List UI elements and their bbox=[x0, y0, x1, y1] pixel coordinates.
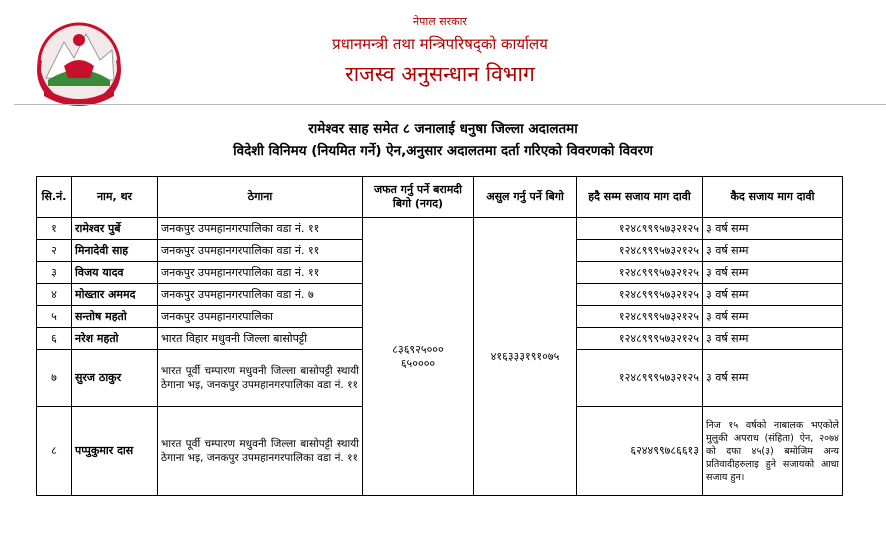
row-jail: ३ वर्ष सम्म bbox=[703, 328, 843, 350]
office-name: प्रधानमन्त्री तथा मन्त्रिपरिषद्को कार्यालय bbox=[332, 35, 548, 53]
col-header-seized: जफत गर्नु पर्ने बरामदी बिगो (नगद) bbox=[363, 177, 474, 218]
row-name: सन्तोष महतो bbox=[72, 306, 158, 328]
row-address: भारत पूर्वी चम्पारण मधुवनी जिल्ला बासोपट्टी स्थायी ठेगाना भइ, जनकपुर उपमहानगरपालिका वडा नं. ११ bbox=[158, 407, 363, 496]
row-jail: ३ वर्ष सम्म bbox=[703, 350, 843, 407]
row-jail: ३ वर्ष सम्म bbox=[703, 262, 843, 284]
col-header-sn: सि.नं. bbox=[37, 177, 72, 218]
recover-amount: ४१६३३३१९१०७५ bbox=[474, 218, 577, 496]
row-name: नरेश महतो bbox=[72, 328, 158, 350]
row-sn: ७ bbox=[37, 350, 72, 407]
row-jail: ३ वर्ष सम्म bbox=[703, 218, 843, 240]
row-name: रामेश्वर पुर्बे bbox=[72, 218, 158, 240]
row-sn: १ bbox=[37, 218, 72, 240]
department-name: राजस्व अनुसन्धान विभाग bbox=[345, 62, 535, 86]
row-fine: १२४८९९९५७३२१२५ bbox=[577, 240, 703, 262]
col-header-jail: कैद सजाय माग दावी bbox=[703, 177, 843, 218]
col-header-name: नाम, थर bbox=[72, 177, 158, 218]
row-name: विजय यादव bbox=[72, 262, 158, 284]
row-address: जनकपुर उपमहानगरपालिका वडा नं. ११ bbox=[158, 218, 363, 240]
row-fine: १२४८९९९५७३२१२५ bbox=[577, 306, 703, 328]
row-address: भारत विहार मधुवनी जिल्ला बासोपट्टी bbox=[158, 328, 363, 350]
row-address: जनकपुर उपमहानगरपालिका वडा नं. ७ bbox=[158, 284, 363, 306]
row-jail: निज १५ वर्षको नाबालक भएकोले मुलुकी अपराध (संहिता) ऐन, २०७४ को दफा ४५(३) बमोजिम अन्य प्रतिवादीहरुलाइ हुने सजायको आधा सजाय हुन। bbox=[703, 407, 843, 496]
row-address: जनकपुर उपमहानगरपालिका वडा नं. ११ bbox=[158, 262, 363, 284]
case-table bbox=[36, 176, 843, 496]
row-sn: ४ bbox=[37, 284, 72, 306]
nepal-emblem-icon bbox=[34, 20, 124, 108]
header-divider bbox=[14, 104, 886, 105]
row-jail: ३ वर्ष सम्म bbox=[703, 306, 843, 328]
row-name: मोख्तार अममद bbox=[72, 284, 158, 306]
row-fine: १२४८९९९५७३२१२५ bbox=[577, 262, 703, 284]
row-fine: १२४८९९९५७३२१२५ bbox=[577, 218, 703, 240]
row-sn: ३ bbox=[37, 262, 72, 284]
row-name: मिनादेवी साह bbox=[72, 240, 158, 262]
seized-amount-cell bbox=[363, 218, 474, 496]
row-sn: २ bbox=[37, 240, 72, 262]
row-fine: १२४८९९९५७३२१२५ bbox=[577, 350, 703, 407]
col-header-address: ठेगाना bbox=[158, 177, 363, 218]
row-sn: ८ bbox=[37, 407, 72, 496]
seized-amount-1: ८३६९२५००० bbox=[392, 342, 444, 356]
row-fine: १२४८९९९५७३२१२५ bbox=[577, 284, 703, 306]
row-fine: ६२४४९९७८६६१३ bbox=[577, 407, 703, 496]
table-row bbox=[37, 218, 843, 240]
row-address: जनकपुर उपमहानगरपालिका bbox=[158, 306, 363, 328]
row-name: सुरज ठाकुर bbox=[72, 350, 158, 407]
govt-name: नेपाल सरकार bbox=[413, 15, 467, 28]
row-address: भारत पूर्वी चम्पारण मधुवनी जिल्ला बासोपट्टी स्थायी ठेगाना भइ, जनकपुर उपमहानगरपालिका वडा नं. ११ bbox=[158, 350, 363, 407]
row-sn: ६ bbox=[37, 328, 72, 350]
col-header-fine: हदै सम्म सजाय माग दावी bbox=[577, 177, 703, 218]
row-jail: ३ वर्ष सम्म bbox=[703, 240, 843, 262]
row-fine: १२४८९९९५७३२१२५ bbox=[577, 328, 703, 350]
row-address: जनकपुर उपमहानगरपालिका वडा नं. ११ bbox=[158, 240, 363, 262]
doc-title-line2: विदेशी विनिमय (नियमित गर्ने) ऐन,अनुसार अदालतमा दर्ता गरिएको विवरणको विवरण bbox=[233, 143, 653, 159]
seized-amount-2: ६५०००० bbox=[400, 356, 436, 370]
row-jail: ३ वर्ष सम्म bbox=[703, 284, 843, 306]
col-header-recover: असुल गर्नु पर्ने बिगो bbox=[474, 177, 577, 218]
row-sn: ५ bbox=[37, 306, 72, 328]
row-name: पप्पुकुमार दास bbox=[72, 407, 158, 496]
doc-title-line1: रामेश्वर साह समेत ८ जनालाई धनुषा जिल्ला अदालतमा bbox=[308, 121, 578, 137]
